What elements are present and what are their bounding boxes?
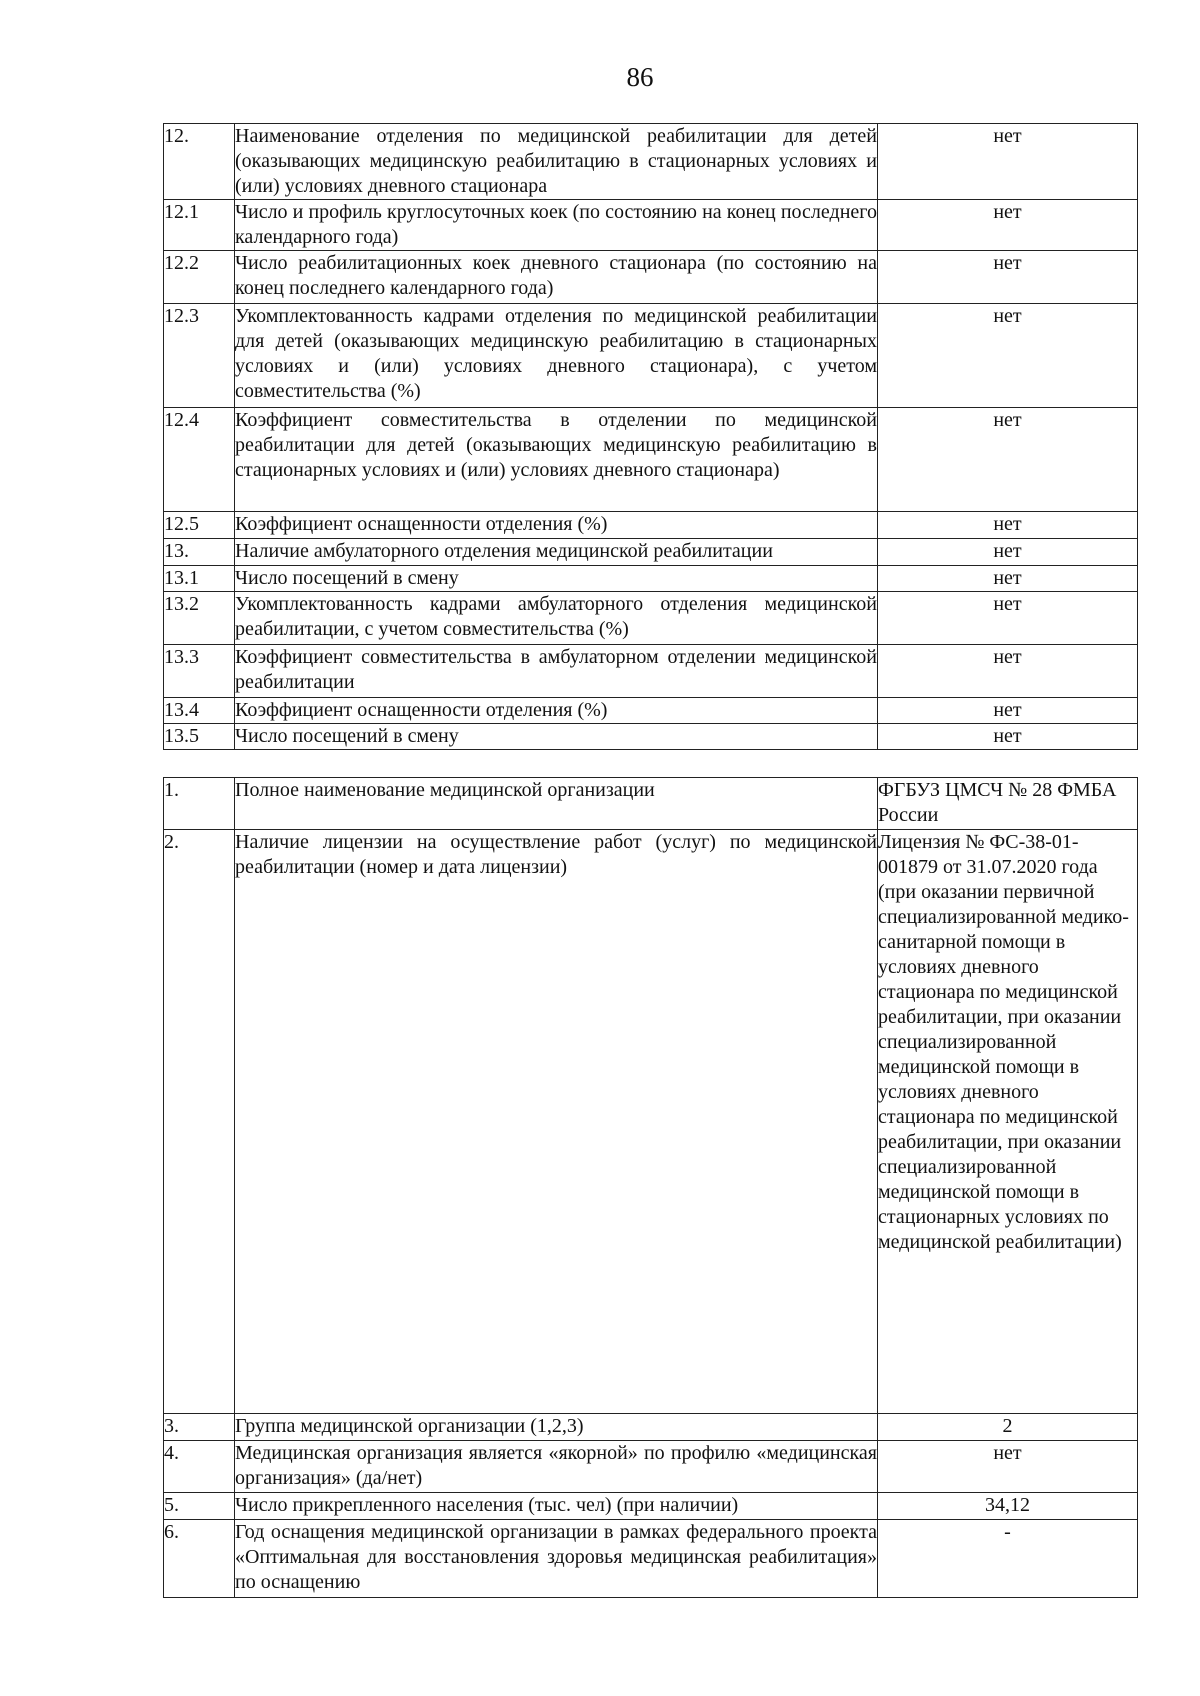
organization-info-table: [163, 777, 1138, 1598]
table-row: [164, 1414, 1138, 1441]
row-value: ФГБУЗ ЦМСЧ № 28 ФМБА России: [878, 778, 1138, 830]
row-label: Число реабилитационных коек дневного стационара (по состоянию на конец последнего календарного года): [235, 251, 878, 304]
row-label: Коэффициент совместительства в отделении по медицинской реабилитации для детей (оказывающих медицинскую реабилитацию в стационарных условиях и (или) условиях дневного стационара): [235, 408, 878, 512]
table-row: [164, 512, 1138, 539]
row-value: 2: [878, 1414, 1138, 1441]
row-value: 34,12: [878, 1493, 1138, 1520]
rehab-departments-table: [163, 123, 1138, 750]
row-label: Полное наименование медицинской организации: [235, 778, 878, 830]
table-row: [164, 830, 1138, 1414]
table-row: [164, 778, 1138, 830]
row-value: нет: [878, 408, 1138, 512]
row-label: Медицинская организация является «якорной» по профилю «медицинская организация» (да/нет): [235, 1441, 878, 1493]
table-row: [164, 251, 1138, 304]
table-row: [164, 408, 1138, 512]
table-row: [164, 1441, 1138, 1493]
row-label: Укомплектованность кадрами амбулаторного отделения медицинской реабилитации, с учетом совместительства (%): [235, 592, 878, 645]
row-number: 12.3: [164, 304, 235, 408]
row-label: Коэффициент совместительства в амбулаторном отделении медицинской реабилитации: [235, 645, 878, 698]
row-value: нет: [878, 200, 1138, 251]
row-value: нет: [878, 512, 1138, 539]
row-value: -: [878, 1520, 1138, 1598]
row-number: 13.1: [164, 566, 235, 592]
row-label: Коэффициент оснащенности отделения (%): [235, 512, 878, 539]
row-label: Коэффициент оснащенности отделения (%): [235, 698, 878, 724]
row-value: нет: [878, 304, 1138, 408]
table-row: [164, 592, 1138, 645]
row-value: нет: [878, 566, 1138, 592]
table-row: [164, 645, 1138, 698]
row-value: Лицензия № ФС-38-01-001879 от 31.07.2020 года (при оказании первичной специализированной медико-санитарной помощи в условиях дневного стационара по медицинской реабилитации, при оказании специализированной медицинской помощи в условиях дневного стационара по медицинской реабилитации, при оказании специализированной медицинской помощи в стационарных условиях по медицинской реабилитации): [878, 830, 1138, 1414]
row-number: 13.5: [164, 724, 235, 750]
row-number: 3.: [164, 1414, 235, 1441]
row-label: Укомплектованность кадрами отделения по медицинской реабилитации для детей (оказывающих медицинскую реабилитацию в стационарных условиях и (или) условиях дневного стационара), с учетом совместительства (%): [235, 304, 878, 408]
table-row: [164, 200, 1138, 251]
row-number: 12.1: [164, 200, 235, 251]
row-label: Группа медицинской организации (1,2,3): [235, 1414, 878, 1441]
table-row: [164, 539, 1138, 566]
table-row: [164, 698, 1138, 724]
row-label: Число посещений в смену: [235, 724, 878, 750]
row-label: Наличие лицензии на осуществление работ (услуг) по медицинской реабилитации (номер и дата лицензии): [235, 830, 878, 1414]
row-value: нет: [878, 592, 1138, 645]
table-row: [164, 1493, 1138, 1520]
row-value: нет: [878, 124, 1138, 200]
table-row: [164, 566, 1138, 592]
row-number: 13.4: [164, 698, 235, 724]
row-label: Год оснащения медицинской организации в рамках федерального проекта «Оптимальная для восстановления здоровья медицинская реабилитация» по оснащению: [235, 1520, 878, 1598]
row-number: 12.5: [164, 512, 235, 539]
row-value: нет: [878, 539, 1138, 566]
row-number: 12.2: [164, 251, 235, 304]
row-value: нет: [878, 698, 1138, 724]
row-number: 4.: [164, 1441, 235, 1493]
row-number: 5.: [164, 1493, 235, 1520]
row-label: Наименование отделения по медицинской реабилитации для детей (оказывающих медицинскую реабилитацию в стационарных условиях и (или) условиях дневного стационара: [235, 124, 878, 200]
row-number: 13.: [164, 539, 235, 566]
row-number: 13.3: [164, 645, 235, 698]
row-value: нет: [878, 645, 1138, 698]
row-label: Число прикрепленного населения (тыс. чел) (при наличии): [235, 1493, 878, 1520]
row-label: Наличие амбулаторного отделения медицинской реабилитации: [235, 539, 878, 566]
row-label: Число и профиль круглосуточных коек (по состоянию на конец последнего календарного года): [235, 200, 878, 251]
row-number: 2.: [164, 830, 235, 1414]
table-row: [164, 304, 1138, 408]
row-number: 12.: [164, 124, 235, 200]
page-number: 86: [626, 62, 654, 92]
row-number: 1.: [164, 778, 235, 830]
row-number: 13.2: [164, 592, 235, 645]
table-row: [164, 1520, 1138, 1598]
table-row: [164, 124, 1138, 200]
row-value: нет: [878, 251, 1138, 304]
row-value: нет: [878, 724, 1138, 750]
row-label: Число посещений в смену: [235, 566, 878, 592]
row-number: 12.4: [164, 408, 235, 512]
row-number: 6.: [164, 1520, 235, 1598]
row-value: нет: [878, 1441, 1138, 1493]
table-row: [164, 724, 1138, 750]
